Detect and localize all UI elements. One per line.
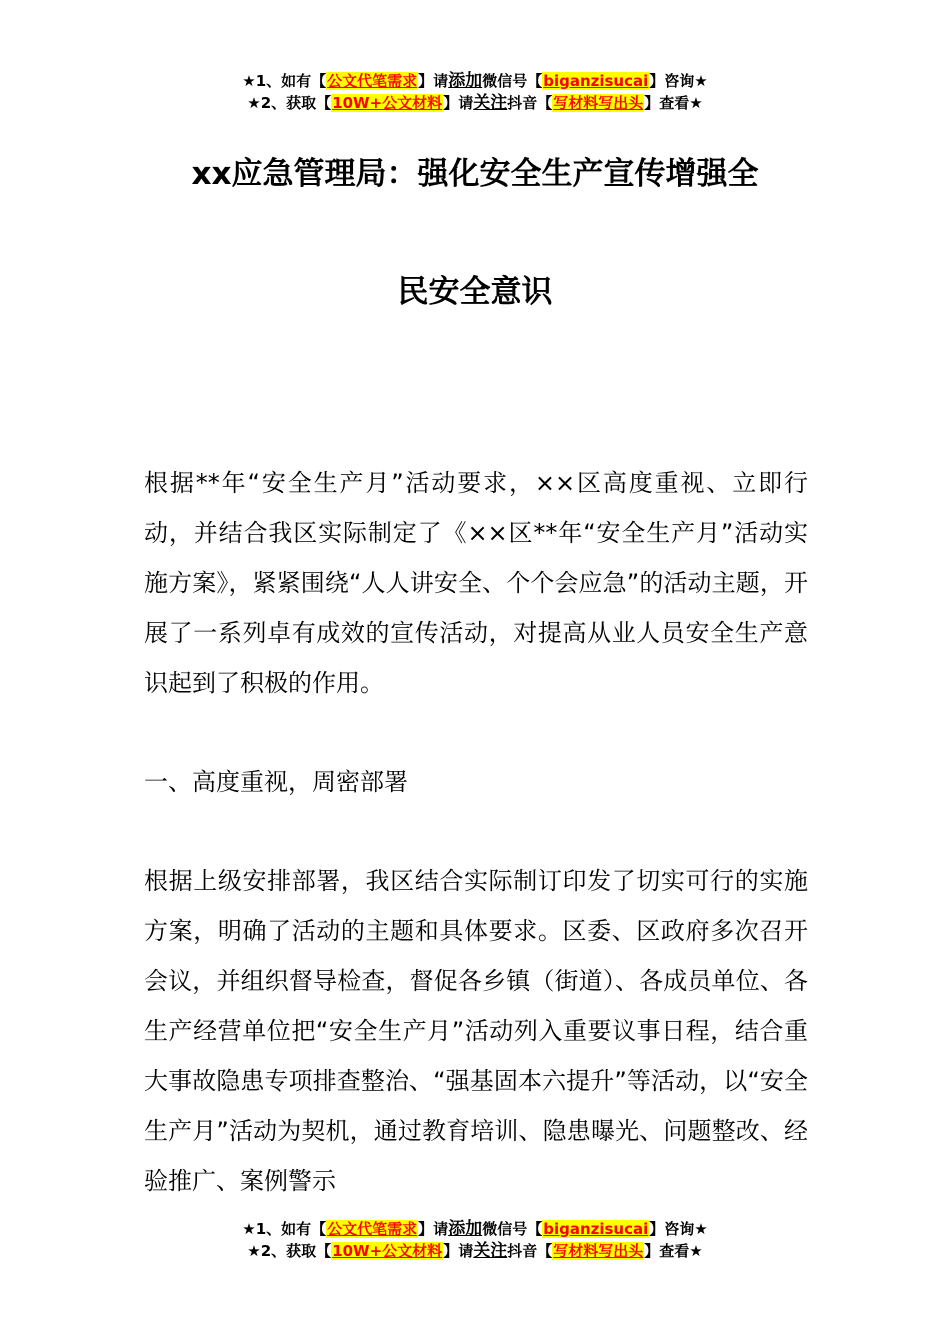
banner-text: 】请 — [418, 1220, 449, 1238]
banner-emphasis: 关注 — [473, 93, 508, 113]
star-icon: ★ — [247, 94, 261, 112]
banner-text: 2、获取【 — [260, 94, 332, 112]
banner-emphasis: 添加 — [448, 1219, 483, 1239]
banner-text: 】查看★ — [644, 1242, 703, 1260]
banner-text: 抖音【 — [507, 1242, 553, 1260]
star-icon: ★ — [247, 1242, 261, 1260]
banner-line-1 — [0, 70, 950, 92]
banner-text: 2、获取【 — [260, 1242, 332, 1260]
banner-highlight: 10W+公文材料 — [332, 1242, 443, 1260]
banner-text: 】请 — [418, 72, 449, 90]
star-icon: ★ — [242, 1220, 256, 1238]
banner-text: 】咨询★ — [649, 1220, 708, 1238]
banner-highlight: biganzisucai — [543, 72, 649, 90]
document-title-line-2: 民安全意识 — [397, 274, 553, 310]
body-paragraph-2: 根据上级安排部署，我区结合实际制订印发了切实可行的实施方案，明确了活动的主题和具体要求。区委、区政府多次召开会议，并组织督导检查，督促各乡镇（街道）、各成员单位、各生产经营单位把“安全生产月”活动列入重要议事日程，结合重大事故隐患专项排查整治、“强基固本六提升”等活动，以“安全生产月”活动为契机，通过教育培训、隐患曝光、问题整改、经验推广、案例警示 — [144, 867, 808, 1195]
banner-line-2 — [0, 92, 950, 114]
banner-text: 微信号【 — [482, 72, 543, 90]
banner-text: 】咨询★ — [649, 72, 708, 90]
banner-text: 】请 — [443, 1242, 474, 1260]
banner-line-2 — [0, 1240, 950, 1262]
banner-highlight: 写材料写出头 — [553, 94, 644, 112]
banner-text: 抖音【 — [507, 94, 553, 112]
footer-banner — [0, 1218, 950, 1262]
banner-line-1 — [0, 1218, 950, 1240]
banner-text: 1、如有【 — [255, 1220, 327, 1238]
document-title-line-1: xx应急管理局：强化安全生产宣传增强全 — [191, 156, 759, 192]
banner-text: 1、如有【 — [255, 72, 327, 90]
banner-text: 】查看★ — [644, 94, 703, 112]
star-icon: ★ — [242, 72, 256, 90]
banner-highlight: 公文代笔需求 — [327, 72, 418, 90]
banner-emphasis: 添加 — [448, 71, 483, 91]
banner-highlight: 写材料写出头 — [553, 1242, 644, 1260]
banner-text: 微信号【 — [482, 1220, 543, 1238]
banner-highlight: 10W+公文材料 — [332, 94, 443, 112]
section-heading-1: 一、高度重视，周密部署 — [144, 768, 408, 796]
banner-highlight: biganzisucai — [543, 1220, 649, 1238]
banner-highlight: 公文代笔需求 — [327, 1220, 418, 1238]
body-paragraph-1: 根据**年“安全生产月”活动要求，××区高度重视、立即行动，并结合我区实际制定了《××区**年“安全生产月”活动实施方案》，紧紧围绕“人人讲安全、个个会应急”的活动主题，开展了一系列卓有成效的宣传活动，对提高从业人员安全生产意识起到了积极的作用。 — [144, 469, 808, 697]
banner-emphasis: 关注 — [473, 1241, 508, 1261]
banner-text: 】请 — [443, 94, 474, 112]
header-banner — [0, 70, 950, 114]
